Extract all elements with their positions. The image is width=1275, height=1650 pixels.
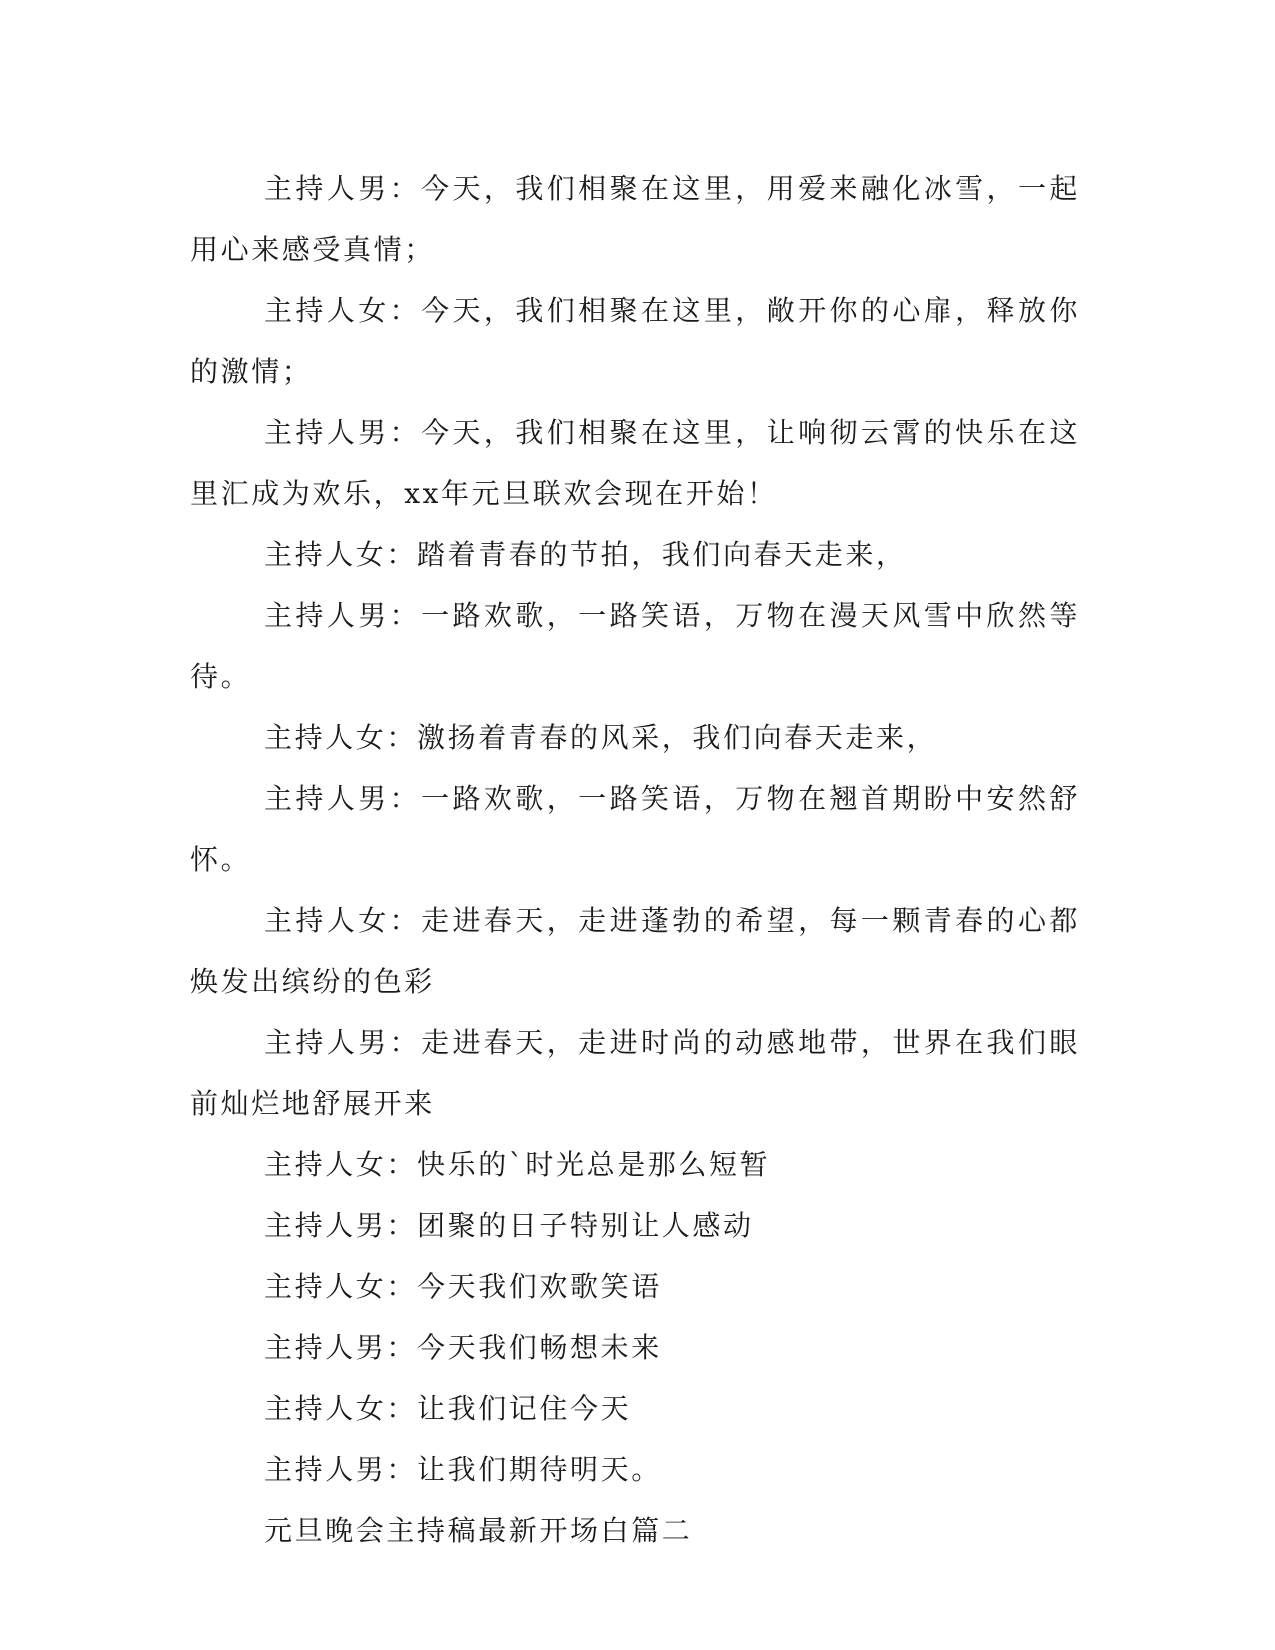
paragraph: 主持人男：今天我们畅想未来 <box>264 1331 662 1364</box>
paragraph: 主持人女：快乐的`时光总是那么短暂 <box>264 1148 771 1181</box>
paragraph: 主持人女：让我们记住今天 <box>264 1392 632 1425</box>
paragraph: 主持人男：团聚的日子特别让人感动 <box>264 1209 754 1242</box>
paragraph: 主持人男：一路欢歌，一路笑语，万物在翘首期盼中安然舒怀。 <box>190 782 1080 876</box>
paragraph: 主持人男：今天，我们相聚在这里，用爱来融化冰雪，一起用心来感受真情； <box>190 172 1080 266</box>
paragraph: 主持人男：一路欢歌，一路笑语，万物在漫天风雪中欣然等待。 <box>190 599 1080 693</box>
section-heading: 元旦晚会主持稿最新开场白篇二 <box>264 1514 693 1547</box>
paragraph: 主持人女：今天，我们相聚在这里，敞开你的心扉，释放你的激情； <box>190 294 1080 388</box>
paragraph: 主持人女：走进春天，走进蓬勃的希望，每一颗青春的心都焕发出缤纷的色彩 <box>190 904 1080 998</box>
document-body <box>190 158 1080 1561</box>
paragraph: 主持人女：激扬着青春的风采，我们向春天走来， <box>264 721 938 754</box>
paragraph: 主持人女：今天我们欢歌笑语 <box>264 1270 662 1303</box>
paragraph: 主持人男：让我们期待明天。 <box>264 1453 662 1486</box>
paragraph: 主持人男：今天，我们相聚在这里，让响彻云霄的快乐在这里汇成为欢乐，xx年元旦联欢会现在开始！ <box>190 416 1080 510</box>
paragraph: 主持人男：走进春天，走进时尚的动感地带，世界在我们眼前灿烂地舒展开来 <box>190 1026 1080 1120</box>
paragraph: 主持人女：踏着青春的节拍，我们向春天走来， <box>264 538 907 571</box>
